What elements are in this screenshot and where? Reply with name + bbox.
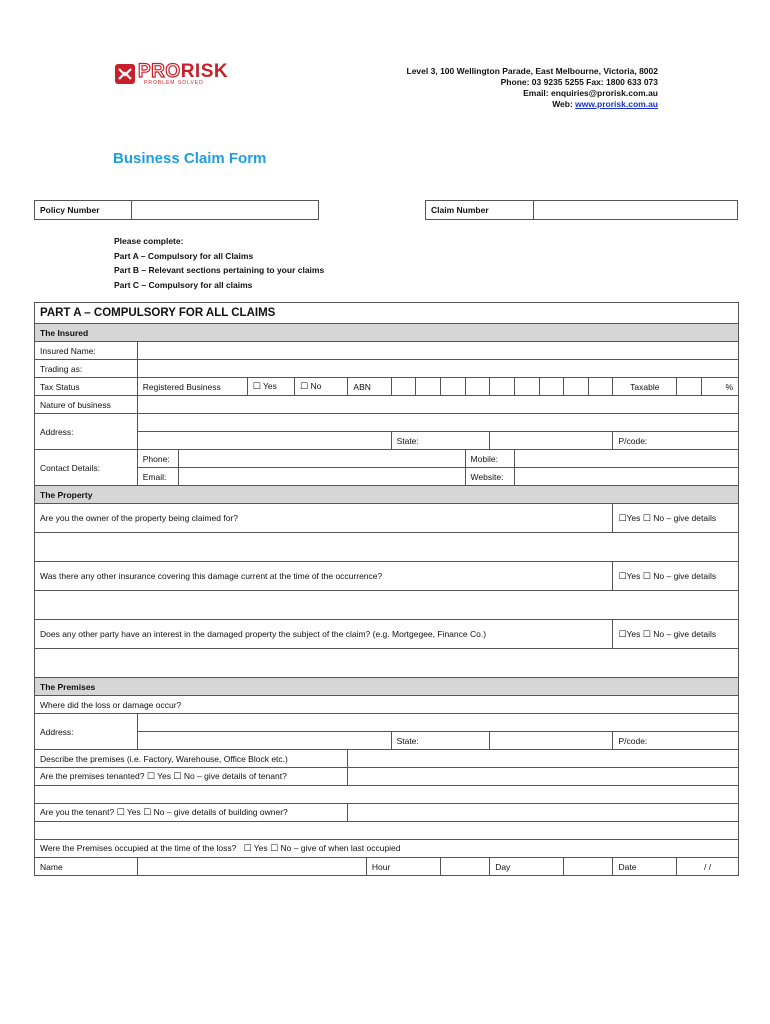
logo-tagline: PROBLEM SOLVED: [144, 80, 204, 86]
tax-status-label: Tax Status: [35, 378, 138, 396]
tax-no-option[interactable]: ☐ No: [294, 378, 347, 396]
checkbox-icon[interactable]: ☐: [146, 772, 155, 782]
nature-of-business-label: Nature of business: [35, 396, 138, 414]
instruction-part-c: Part C – Compulsory for all claims: [114, 279, 253, 290]
address-label: Address:: [35, 414, 138, 450]
abn-digit[interactable]: [391, 378, 416, 396]
abn-digit[interactable]: [588, 378, 613, 396]
tenant-details-field[interactable]: [348, 768, 739, 786]
insured-name-label: Insured Name:: [35, 342, 138, 360]
premises-state-field[interactable]: [490, 732, 613, 750]
other-party-details-field[interactable]: [35, 649, 739, 678]
premises-address-field[interactable]: [137, 714, 738, 732]
premises-address-line2[interactable]: [137, 732, 391, 750]
state-field[interactable]: [490, 432, 613, 450]
claim-number-table: [425, 200, 738, 220]
checkbox-icon[interactable]: ☐: [299, 382, 309, 392]
abn-digit[interactable]: [564, 378, 589, 396]
name-label: Name: [35, 858, 138, 876]
premises-occupied-question: Were the Premises occupied at the time of the loss? ☐ Yes ☐ No – give of when last occupied: [35, 840, 739, 858]
describe-premises-label: Describe the premises (i.e. Factory, Warehouse, Office Block etc.): [35, 750, 348, 768]
pcode-label: P/code:: [613, 432, 739, 450]
checkbox-icon[interactable]: ☐: [252, 382, 261, 392]
registered-business-label: Registered Business: [137, 378, 247, 396]
logo-wordmark: PRORISK: [138, 61, 229, 82]
abn-digit[interactable]: [416, 378, 441, 396]
checkbox-icon[interactable]: ☐: [173, 772, 182, 782]
website-link[interactable]: www.prorisk.com.au: [575, 99, 658, 109]
premises-pcode-label: P/code:: [613, 732, 739, 750]
state-label: State:: [391, 432, 490, 450]
abn-digit[interactable]: [440, 378, 465, 396]
checkbox-icon[interactable]: ☐: [618, 513, 627, 524]
phone-field[interactable]: [178, 450, 465, 468]
email-field[interactable]: [178, 468, 465, 486]
address-field-line2[interactable]: [137, 432, 391, 450]
date-field[interactable]: / /: [677, 858, 739, 876]
part-a-heading: PART A – COMPULSORY FOR ALL CLAIMS: [35, 303, 739, 324]
taxable-label: Taxable: [613, 378, 677, 396]
building-owner-line[interactable]: [35, 822, 739, 840]
instructions-heading: Please complete:: [114, 236, 184, 246]
policy-number-table: [34, 200, 319, 220]
day-label: Day: [490, 858, 564, 876]
owner-details-field[interactable]: [35, 533, 739, 562]
mobile-field[interactable]: [514, 450, 738, 468]
premises-where-label: Where did the loss or damage occur?: [35, 696, 739, 714]
name-field[interactable]: [137, 858, 366, 876]
prorisk-logo-icon: [113, 62, 139, 88]
claim-number-label: Claim Number: [426, 201, 534, 220]
checkbox-icon[interactable]: ☐: [143, 808, 152, 818]
hour-field[interactable]: [440, 858, 489, 876]
checkbox-icon[interactable]: ☐: [618, 629, 627, 640]
company-address: [407, 66, 658, 110]
insured-name-field[interactable]: [137, 342, 738, 360]
claim-number-field[interactable]: [534, 201, 738, 220]
percent-label: %: [701, 378, 738, 396]
email-line: Email: enquiries@prorisk.com.au: [523, 88, 658, 98]
section-the-insured: The Insured: [35, 324, 739, 342]
website-field[interactable]: [514, 468, 738, 486]
date-label: Date: [613, 858, 677, 876]
instruction-part-b: Part B – Relevant sections pertaining to your claims: [114, 265, 325, 275]
owner-answer[interactable]: ☐Yes ☐ No – give details: [613, 504, 739, 533]
you-tenant-question: Are you the tenant? ☐ Yes ☐ No – give details of building owner?: [35, 804, 348, 822]
address-line: Level 3, 100 Wellington Parade, East Melbourne, Victoria, 8002: [406, 66, 658, 76]
other-insurance-answer[interactable]: ☐Yes ☐ No – give details: [613, 562, 739, 591]
property-question-owner: Are you the owner of the property being claimed for?: [35, 504, 613, 533]
tax-yes-option[interactable]: ☐ Yes: [247, 378, 294, 396]
phone-fax-line: Phone: 03 9235 5255 Fax: 1800 633 073: [500, 77, 658, 87]
checkbox-icon[interactable]: ☐: [642, 571, 651, 582]
nature-of-business-field[interactable]: [137, 396, 738, 414]
property-question-other-insurance: Was there any other insurance covering this damage current at the time of the occurrence?: [35, 562, 613, 591]
form-title: Business Claim Form: [113, 150, 267, 167]
policy-number-label: Policy Number: [35, 201, 132, 220]
trading-as-label: Trading as:: [35, 360, 138, 378]
abn-digit[interactable]: [490, 378, 515, 396]
premises-state-label: State:: [391, 732, 490, 750]
address-field[interactable]: [137, 414, 738, 432]
website-label: Website:: [465, 468, 514, 486]
hour-label: Hour: [366, 858, 440, 876]
abn-digit[interactable]: [539, 378, 564, 396]
checkbox-icon[interactable]: ☐: [642, 629, 651, 640]
section-the-property: The Property: [35, 486, 739, 504]
checkbox-icon[interactable]: ☐: [270, 844, 279, 854]
mobile-label: Mobile:: [465, 450, 514, 468]
abn-label: ABN: [348, 378, 391, 396]
other-party-answer[interactable]: ☐Yes ☐ No – give details: [613, 620, 739, 649]
checkbox-icon[interactable]: ☐: [116, 808, 125, 818]
abn-digit[interactable]: [465, 378, 490, 396]
instruction-part-a: Part A – Compulsory for all Claims: [114, 250, 254, 261]
phone-label: Phone:: [137, 450, 178, 468]
day-field[interactable]: [564, 858, 613, 876]
other-insurance-details-field[interactable]: [35, 591, 739, 620]
building-owner-field[interactable]: [348, 804, 739, 822]
section-the-premises: The Premises: [35, 678, 739, 696]
email-label: Email:: [137, 468, 178, 486]
property-question-other-party: Does any other party have an interest in the damaged property the subject of the claim? (e.g. Mortgegee, Finance Co.): [35, 620, 613, 649]
checkbox-icon[interactable]: ☐: [642, 513, 651, 524]
trading-as-field[interactable]: [137, 360, 738, 378]
taxable-field[interactable]: [677, 378, 702, 396]
contact-details-label: Contact Details:: [35, 450, 138, 486]
web-line: Web: www.prorisk.com.au: [552, 99, 658, 109]
checkbox-icon[interactable]: ☐: [243, 844, 252, 854]
premises-address-label: Address:: [35, 714, 138, 750]
part-a-form: [34, 302, 739, 876]
premises-tenanted-question: Are the premises tenanted? ☐ Yes ☐ No – give details of tenant?: [35, 768, 348, 786]
instructions: [114, 234, 324, 292]
describe-premises-field[interactable]: [348, 750, 739, 768]
abn-digit[interactable]: [514, 378, 539, 396]
checkbox-icon[interactable]: ☐: [618, 571, 627, 582]
tenant-details-line[interactable]: [35, 786, 739, 804]
policy-number-field[interactable]: [132, 201, 319, 220]
